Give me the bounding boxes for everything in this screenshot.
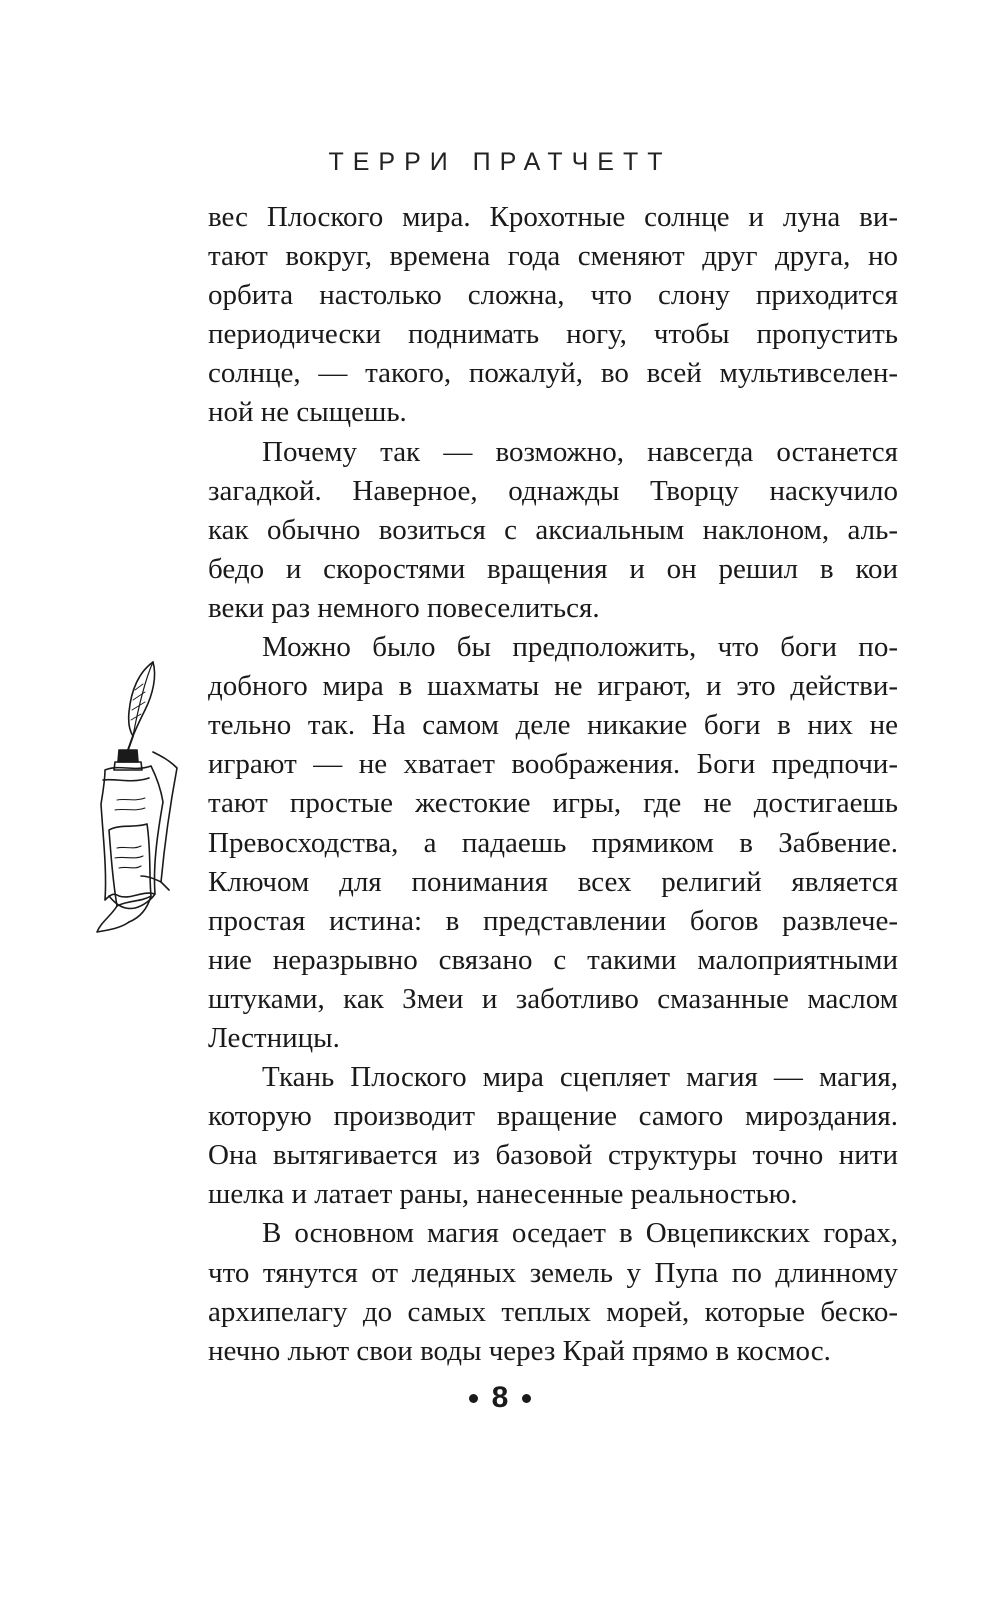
paragraph — [208, 198, 898, 433]
text-line: играют — не хватает воображения. Боги предпочи- — [208, 748, 898, 781]
text-line: бедо и скоростями вращения и он решил в кои — [208, 552, 898, 585]
text-line: вес Плоского мира. Крохотные солнце и луна ви- — [208, 201, 898, 233]
text-line: тельно так. На самом деле никакие боги в них не — [208, 709, 898, 742]
text-line: Лестницы. — [208, 1021, 340, 1054]
text-line: простая истина: в представлении богов развлече- — [208, 904, 898, 937]
running-header-author: ТЕРРИ ПРАТЧЕТТ — [328, 148, 672, 176]
body-text — [208, 198, 898, 1371]
paragraph — [208, 433, 898, 628]
text-line: Ключом для понимания всех религий является — [208, 865, 898, 898]
bullet-right-icon — [522, 1394, 531, 1403]
text-line: солнце, — такого, пожалуй, во всей мультивселен- — [208, 357, 898, 390]
quill-and-paper-icon — [95, 660, 195, 945]
text-line: Превосходства, а падаешь прямиком в Забвение. — [208, 826, 898, 859]
paragraph — [208, 1058, 898, 1214]
text-line: тают простые жестокие игры, где не достигаешь — [208, 787, 898, 820]
text-line: периодически поднимать ногу, чтобы пропустить — [208, 318, 898, 351]
text-line: штуками, как Змеи и заботливо смазанные маслом — [208, 982, 898, 1015]
text-line: Можно было бы предположить, что боги по- — [262, 631, 898, 664]
bullet-left-icon — [469, 1394, 478, 1403]
text-line: архипелагу до самых теплых морей, которые беско- — [208, 1295, 898, 1328]
paragraph — [208, 1214, 898, 1370]
page-number — [0, 1380, 1000, 1415]
text-line: В основном магия оседает в Овцепикских горах, — [262, 1217, 898, 1250]
text-line: Почему так — возможно, навсегда останется — [262, 435, 898, 468]
text-line: что тянутся от ледяных земель у Пупа по длинному — [208, 1256, 898, 1289]
paragraph — [208, 628, 898, 1058]
text-line: Она вытягивается из базовой структуры точно нити — [208, 1139, 898, 1172]
text-line: добного мира в шахматы не играют, и это действи- — [208, 670, 898, 703]
text-line: как обычно возиться с аксиальным наклоном, аль- — [208, 513, 898, 546]
text-line: загадкой. Наверное, однажды Творцу наскучило — [208, 474, 898, 507]
text-line: нечно льют свои воды через Край прямо в космос. — [208, 1334, 831, 1367]
text-line: орбита настолько сложна, что слону приходится — [208, 279, 898, 312]
text-line: шелка и латает раны, нанесенные реальностью. — [208, 1178, 798, 1211]
text-line: ной не сыщешь. — [208, 396, 407, 429]
text-line: ние неразрывно связано с такими малоприятными — [208, 943, 898, 976]
text-line: тают вокруг, времена года сменяют друг друга, но — [208, 240, 898, 273]
text-line: веки раз немного повеселиться. — [208, 591, 600, 624]
text-line: которую производит вращение самого мироздания. — [208, 1100, 898, 1133]
page-number-value: 8 — [491, 1381, 509, 1415]
text-line: Ткань Плоского мира сцепляет магия — магия, — [262, 1061, 898, 1094]
